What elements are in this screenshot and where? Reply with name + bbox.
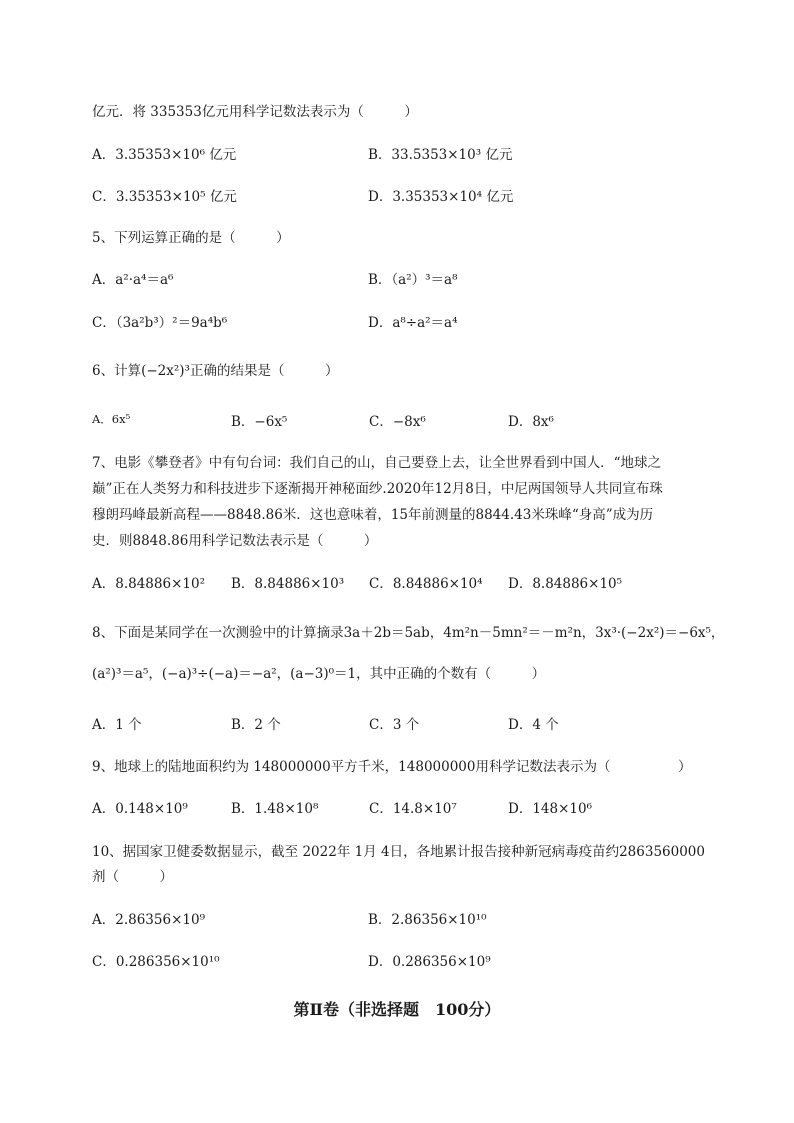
q5-option-c: C．（3a²b³）²＝9a⁴b⁶ xyxy=(92,315,228,331)
q4-option-d: D．3.35353×10⁴ 亿元 xyxy=(368,189,514,205)
q8-option-b: B．2 个 xyxy=(231,717,281,733)
q9-option-a: A．0.148×10⁹ xyxy=(92,801,188,817)
q5-option-b: B．（a²）³＝a⁸ xyxy=(368,272,458,288)
q6-option-d: D．8x⁶ xyxy=(508,414,554,430)
q6-option-b: B．−6x⁵ xyxy=(231,414,288,430)
q9-option-d: D．148×10⁶ xyxy=(508,801,592,817)
q7-line-2: 巅”正在人类努力和科技进步下逐渐揭开神秘面纱.2020年12月8日，中尼两国领导人共同宣布珠 xyxy=(92,481,663,497)
q7-option-a: A．8.84886×10² xyxy=(92,576,205,592)
q4-option-b: B．33.5353×10³ 亿元 xyxy=(368,147,513,163)
q5-option-d: D．a⁸÷a²＝a⁴ xyxy=(368,315,458,331)
q10-option-c: C．0.286356×10¹⁰ xyxy=(92,954,220,970)
q7-line-3: 穆朗玛峰最新高程——8848.86米．这也意味着，15年前测量的8844.43米珠峰“身高”成为历 xyxy=(92,507,654,523)
q10-option-d: D．0.286356×10⁹ xyxy=(368,954,491,970)
q6-stem: 6、计算(−2x²)³正确的结果是（ ） xyxy=(92,363,339,379)
section-title: 第Ⅱ卷（非选择题 100分） xyxy=(293,1000,501,1019)
q7-line-1: 7、电影《攀登者》中有句台词：我们自己的山，自己要登上去，让全世界看到中国人．“地球之 xyxy=(92,455,661,471)
q8-line-1: 8、下面是某同学在一次测验中的计算摘录3a＋2b＝5ab，4m²n－5mn²＝－m²n，3x³·(−2x²)＝−6x⁵， xyxy=(92,625,725,641)
q10-line-1: 10、据国家卫健委数据显示，截至 2022年 1月 4日，各地累计报告接种新冠病毒疫苗约2863560000 xyxy=(92,844,705,860)
q6-option-a: A．6x⁵ xyxy=(92,412,131,426)
q7-option-b: B．8.84886×10³ xyxy=(231,576,345,592)
q6-option-c: C．−8x⁶ xyxy=(369,414,426,430)
q8-option-a: A．1 个 xyxy=(92,717,142,733)
q7-option-d: D．8.84886×10⁵ xyxy=(508,576,623,592)
q8-option-c: C．3 个 xyxy=(369,717,420,733)
q9-stem: 9、地球上的陆地面积约为 148000000平方千米，148000000用科学记数法表示为（ ） xyxy=(92,759,692,775)
q5-option-a: A．a²·a⁴＝a⁶ xyxy=(92,272,174,288)
q9-option-b: B．1.48×10⁸ xyxy=(231,801,319,817)
q4-option-a: A．3.35353×10⁶ 亿元 xyxy=(92,147,237,163)
q9-option-c: C．14.8×10⁷ xyxy=(369,801,457,817)
q7-option-c: C．8.84886×10⁴ xyxy=(369,576,483,592)
q4-option-c: C．3.35353×10⁵ 亿元 xyxy=(92,189,237,205)
q10-line-2: 剂（ ） xyxy=(92,869,173,885)
q8-option-d: D．4 个 xyxy=(508,717,559,733)
q10-option-a: A．2.86356×10⁹ xyxy=(92,912,205,928)
q8-line-2: (a²)³＝a⁵，(−a)³÷(−a)＝−a²，(a−3)⁰＝1，其中正确的个数有（ ） xyxy=(92,666,546,682)
q7-line-4: 史．则8848.86用科学记数法表示是（ ） xyxy=(92,533,378,549)
q5-stem: 5、下列运算正确的是（ ） xyxy=(92,230,290,246)
q4-stem: 亿元．将 335353亿元用科学记数法表示为（ ） xyxy=(92,104,418,120)
q10-option-b: B．2.86356×10¹⁰ xyxy=(368,912,487,928)
